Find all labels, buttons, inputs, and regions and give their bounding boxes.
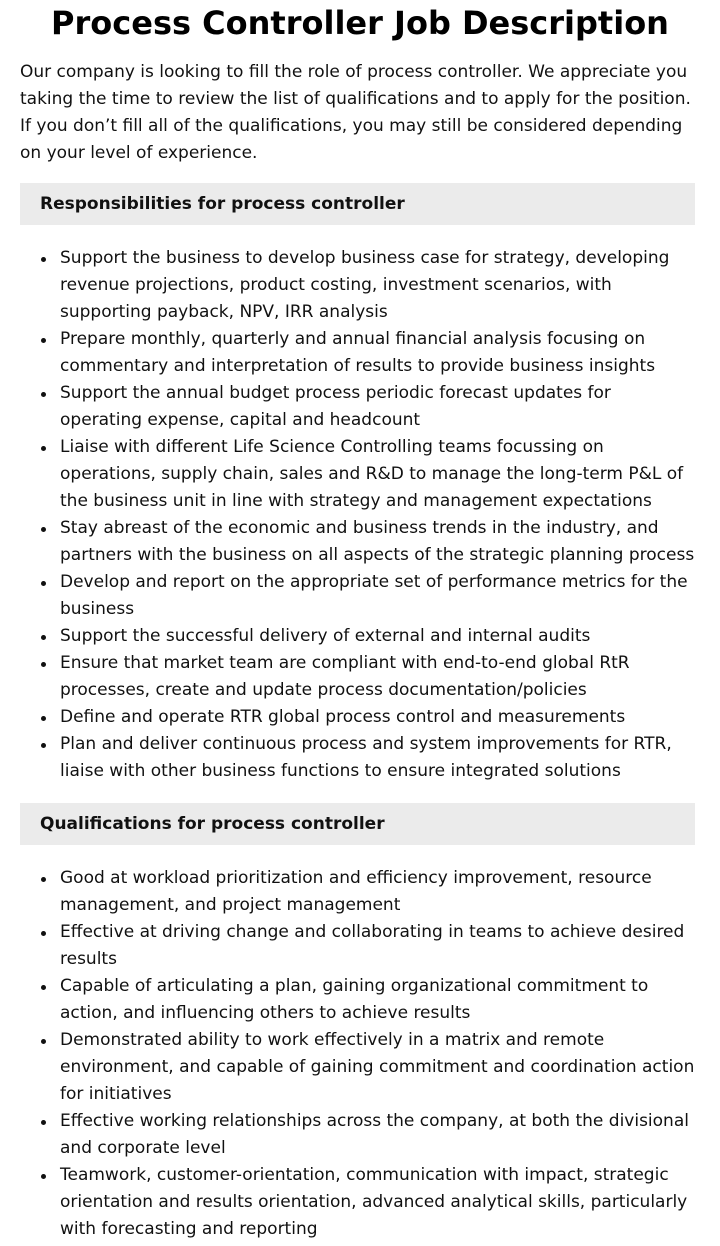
list-item-text: Plan and deliver continuous process and system improvements for RTR, liaise with other business functions to ensure integrated solutions — [60, 734, 672, 781]
list-item — [60, 623, 698, 650]
bullet-icon — [41, 985, 46, 990]
list-item-text: Teamwork, customer-orientation, communication with impact, strategic orientation and results orientation, advanced analytical skills, particularly with forecasting and reporting — [60, 1165, 688, 1239]
qualifications-list — [20, 865, 698, 1243]
list-item — [60, 1108, 698, 1162]
list-item-text: Liaise with different Life Science Controlling teams focussing on operations, supply chain, sales and R&D to manage the long-term P&L of the business unit in line with strategy and management expectations — [60, 437, 684, 511]
bullet-icon — [41, 662, 46, 667]
list-item — [60, 865, 698, 919]
intro-paragraph: Our company is looking to fill the role of process controller. We appreciate you taking the time to review the list of qualifications and to apply for the position. If you don’t fill all of the qualifications, you may still be considered depending on your level of experience. — [20, 62, 691, 163]
list-item-text: Develop and report on the appropriate set of performance metrics for the business — [60, 572, 688, 619]
responsibilities-list — [20, 245, 698, 785]
bullet-icon — [41, 877, 46, 882]
list-item-text: Demonstrated ability to work effectively in a matrix and remote environment, and capable of gaining commitment and coordination action for initiatives — [60, 1030, 695, 1104]
bullet-icon — [41, 716, 46, 721]
list-item — [60, 1027, 698, 1108]
bullet-icon — [41, 338, 46, 343]
list-item — [60, 326, 698, 380]
bullet-icon — [41, 635, 46, 640]
list-item — [60, 650, 698, 704]
list-item — [60, 704, 698, 731]
bullet-icon — [41, 1039, 46, 1044]
bullet-icon — [41, 743, 46, 748]
list-item — [60, 380, 698, 434]
list-item — [60, 1162, 698, 1243]
bullet-icon — [41, 392, 46, 397]
list-item-text: Ensure that market team are compliant with end-to-end global RtR processes, create and update process documentation/policies — [60, 653, 630, 700]
list-item — [60, 515, 698, 569]
bullet-icon — [41, 446, 46, 451]
list-item — [60, 569, 698, 623]
bullet-icon — [41, 1174, 46, 1179]
list-item-text: Effective working relationships across the company, at both the divisional and corporate level — [60, 1111, 689, 1158]
page-title: Process Controller Job Description — [51, 4, 669, 42]
list-item-text: Effective at driving change and collaborating in teams to achieve desired results — [60, 922, 685, 969]
list-item-text: Stay abreast of the economic and business trends in the industry, and partners with the business on all aspects of the strategic planning process — [60, 518, 695, 565]
list-item-text: Support the successful delivery of external and internal audits — [60, 626, 591, 646]
list-item-text: Capable of articulating a plan, gaining organizational commitment to action, and influencing others to achieve results — [60, 976, 649, 1023]
bullet-icon — [41, 581, 46, 586]
responsibilities-heading: Responsibilities for process controller — [20, 183, 695, 225]
list-item — [60, 919, 698, 973]
list-item-text: Good at workload prioritization and efficiency improvement, resource management, and project management — [60, 868, 652, 915]
list-item-text: Prepare monthly, quarterly and annual financial analysis focusing on commentary and interpretation of results to provide business insights — [60, 329, 656, 376]
list-item-text: Define and operate RTR global process control and measurements — [60, 707, 626, 727]
list-item — [60, 434, 698, 515]
list-item — [60, 731, 698, 785]
bullet-icon — [41, 1120, 46, 1125]
bullet-icon — [41, 931, 46, 936]
list-item — [60, 245, 698, 326]
qualifications-heading: Qualifications for process controller — [20, 803, 695, 845]
list-item-text: Support the annual budget process periodic forecast updates for operating expense, capital and headcount — [60, 383, 611, 430]
bullet-icon — [41, 257, 46, 262]
list-item — [60, 973, 698, 1027]
list-item-text: Support the business to develop business case for strategy, developing revenue projections, product costing, investment scenarios, with supporting payback, NPV, IRR analysis — [60, 248, 670, 322]
bullet-icon — [41, 527, 46, 532]
